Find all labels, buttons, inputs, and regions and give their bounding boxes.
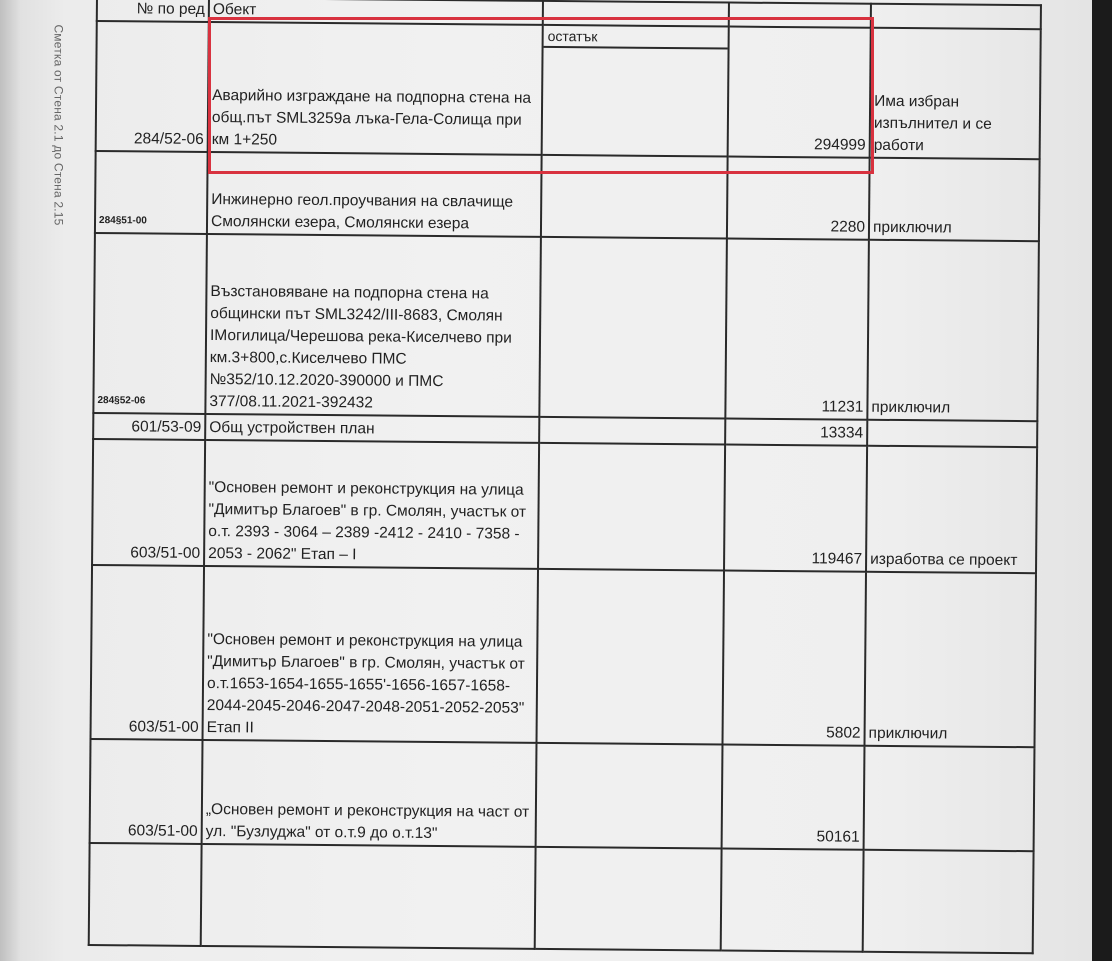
header-blank <box>543 1 729 27</box>
row-number: 284/52-06 <box>96 21 209 152</box>
table-row <box>91 565 1036 747</box>
header-blank <box>871 4 1041 29</box>
header-number: № по ред <box>97 0 209 22</box>
row-object: Инжинерно геол.проучвания на свлачище Смолянски езера, Смолянски езера <box>207 152 542 237</box>
table-row <box>93 233 1039 421</box>
row-number: 601/53-09 <box>93 413 205 440</box>
row-blank <box>539 417 725 445</box>
row-status <box>864 746 1035 851</box>
row-blank <box>863 850 1034 953</box>
row-blank <box>201 844 536 949</box>
row-number: 603/51-00 <box>91 565 205 740</box>
row-object: „Основен ремонт и реконструкция на част от ул. "Бузлуджа" от о.т.9 до о.т.13" <box>202 740 537 847</box>
row-blank <box>89 843 202 946</box>
page-edge-shadow <box>0 0 20 961</box>
row-object: "Основен ремонт и реконструкция на улица "Димитър Благоев" в гр. Смолян, участък от о.т. 2393 - 3064 – 2389 -2412 - 2410 - 7358 - 2053 - 2062" Етап – I <box>204 440 539 569</box>
row-amount: 2280 <box>727 157 870 240</box>
table-row <box>90 739 1035 851</box>
row-object: Общ устройствен план <box>205 414 539 443</box>
row-object: Възстановяване на подпорна стена на общински път SML3242/III-8683, Смолян IМогилица/Черешова река-Киселчево при км.3+800,с.Киселчево ПМС №352/10.12.2020-390000 и ПМС 377/08.11.2021-392432 <box>205 234 541 417</box>
row-number: 603/51-00 <box>90 739 203 844</box>
margin-note: Сметка от Стена 2.1 до Стена 2.15 <box>51 24 66 226</box>
header-object: Обект <box>209 0 543 25</box>
row-amount: 294999 <box>728 27 871 158</box>
row-status: приключил <box>867 240 1039 421</box>
row-amount: 5802 <box>722 571 866 746</box>
remainder-header: остатък <box>544 26 728 50</box>
row-blank <box>536 569 724 745</box>
table-row <box>92 439 1037 573</box>
row-status: приключил <box>864 572 1036 747</box>
header-blank <box>729 3 871 28</box>
row-status: приключил <box>869 158 1040 241</box>
row-remainder-label <box>542 25 729 157</box>
budget-table <box>88 0 1042 954</box>
row-status <box>867 420 1037 447</box>
table-row <box>96 21 1041 159</box>
row-number: 284§52-06 <box>93 233 207 414</box>
row-blank <box>721 848 864 951</box>
row-blank <box>535 847 722 951</box>
row-amount: 50161 <box>722 744 865 849</box>
table-row-empty <box>89 843 1034 953</box>
row-amount: 13334 <box>725 419 867 446</box>
row-blank <box>541 155 728 239</box>
row-status: Има избран изпълнител и се работи <box>870 28 1041 159</box>
row-status: изработва се проект <box>866 446 1037 573</box>
row-object: Аварийно изграждане на подпорна стена на общ.път SML3259a лъка-Гела-Солища при км 1+250 <box>208 22 543 155</box>
row-blank <box>539 237 727 419</box>
table-row <box>95 151 1040 241</box>
row-amount: 119467 <box>724 445 867 572</box>
row-object: "Основен ремонт и реконструкция на улица "Димитър Благоев" в гр. Смолян, участък от о.т.1653-1654-1655-1655'-1656-1657-1658-2044-2045-2046-2047-2048-2051-2052-2053" Етап II <box>203 566 539 743</box>
row-number: 603/51-00 <box>92 439 205 566</box>
row-number: 284§51-00 <box>95 151 208 234</box>
row-blank <box>538 443 725 571</box>
row-amount: 11231 <box>725 239 869 420</box>
row-blank <box>536 743 723 849</box>
